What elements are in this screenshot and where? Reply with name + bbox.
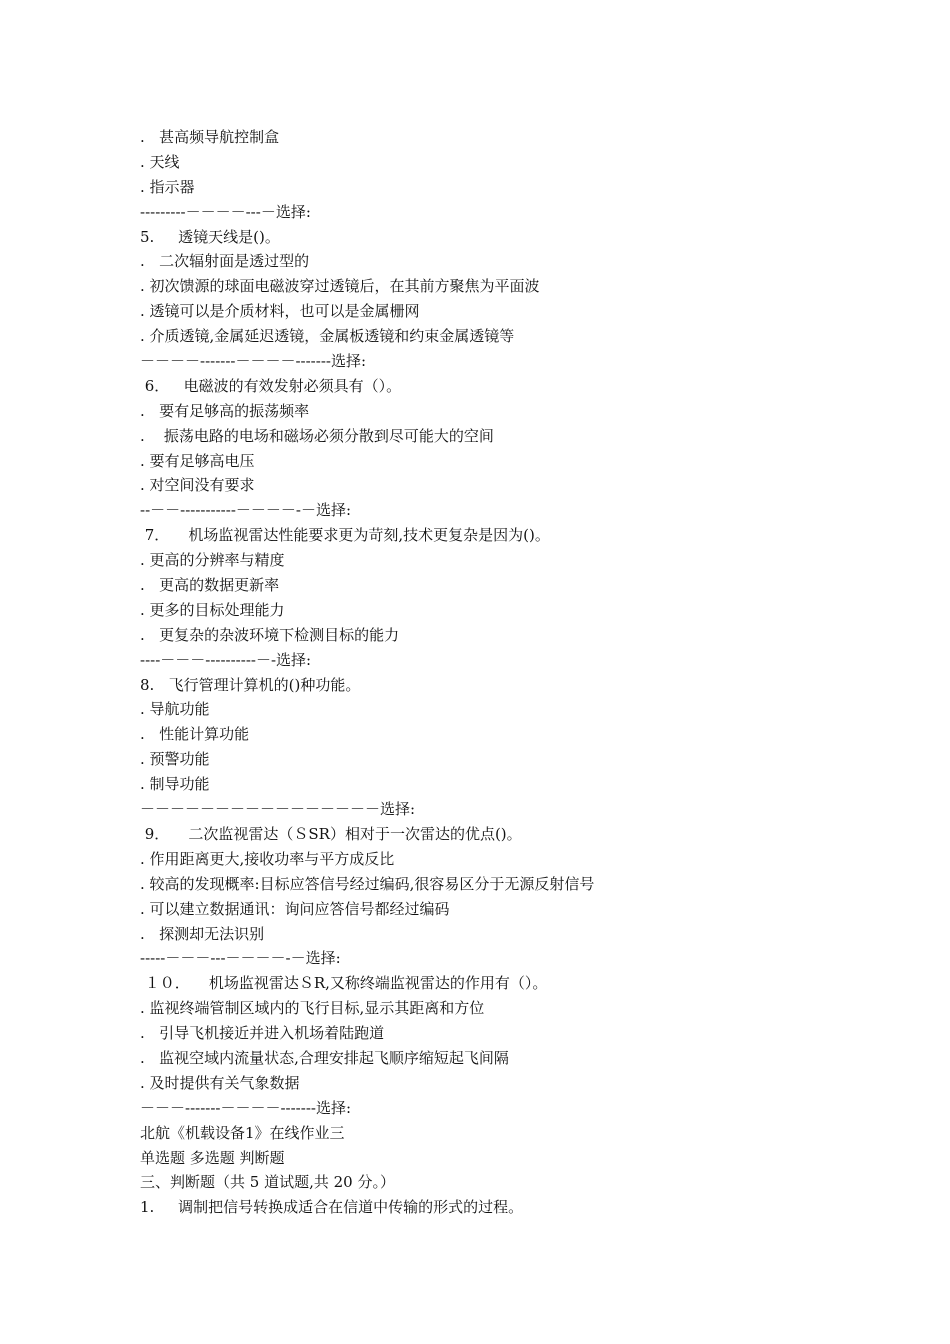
answer-option: . 引导飞机接近并进入机场着陆跑道: [140, 1024, 385, 1043]
answer-option: . 天线: [140, 152, 180, 171]
question-text: 9． 二次监视雷达（ＳSR）相对于一次雷达的优点()。: [140, 824, 522, 843]
section-heading: 北航《机载设备1》在线作业三: [140, 1123, 345, 1142]
answer-option: . 更高的数据更新率: [140, 576, 280, 595]
question-text: 7． 机场监视雷达性能要求更为苛刻,技术更复杂是因为()。: [140, 526, 550, 545]
answer-option: . 监视终端管制区域内的飞行目标,显示其距离和方位: [140, 999, 485, 1018]
answer-option: . 及时提供有关气象数据: [140, 1073, 300, 1092]
answer-separator: ---------－－－－---－选择:: [140, 202, 311, 221]
answer-option: . 二次辐射面是透过型的: [140, 252, 310, 271]
answer-option: . 更高的分辨率与精度: [140, 551, 285, 570]
question-text: 5. 透镜天线是()。: [140, 227, 280, 246]
document-body: [140, 125, 920, 1220]
answer-option: . 要有足够高的振荡频率: [140, 401, 310, 420]
answer-option: . 对空间没有要求: [140, 476, 255, 495]
answer-option: . 更多的目标处理能力: [140, 600, 285, 619]
answer-option: . 作用距离更大,接收功率与平方成反比: [140, 849, 395, 868]
answer-separator: --－－-----------－－－－-－选择:: [140, 501, 352, 520]
answer-option: . 可以建立数据通讯：询问应答信号都经过编码: [140, 899, 450, 918]
question-text: 1. 调制把信号转换成适合在信道中传输的形式的过程。: [140, 1198, 524, 1217]
answer-option: . 透镜可以是介质材料，也可以是金属栅网: [140, 302, 420, 321]
section-heading: 三、判断题（共 5 道试题,共 20 分。）: [140, 1173, 395, 1192]
answer-separator: -----－－－---－－－－-－选择:: [140, 949, 341, 968]
section-heading: 单选题 多选题 判断题: [140, 1148, 285, 1167]
question-text: 6． 电磁波的有效发射必须具有（）。: [140, 376, 402, 395]
answer-option: . 预警功能: [140, 750, 210, 769]
question-text: 8. 飞行管理计算机的()种功能。: [140, 675, 361, 694]
answer-option: . 介质透镜,金属延迟透镜，金属板透镜和约束金属透镜等: [140, 327, 515, 346]
answer-option: . 要有足够高电压: [140, 451, 255, 470]
answer-option: . 初次馈源的球面电磁波穿过透镜后，在其前方聚焦为平面波: [140, 277, 540, 296]
answer-separator: －－－－－－－－－－－－－－－－选择:: [140, 800, 416, 819]
answer-option: . 探测却无法识别: [140, 924, 265, 943]
answer-option: . 较高的发现概率:目标应答信号经过编码,很容易区分于无源反射信号: [140, 874, 595, 893]
answer-option: . 制导功能: [140, 775, 210, 794]
question-text: １０． 机场监视雷达ＳR,又称终端监视雷达的作用有（）。: [140, 974, 548, 993]
answer-option: . 甚高频导航控制盒: [140, 128, 280, 146]
answer-option: . 导航功能: [140, 700, 210, 719]
answer-option: . 监视空域内流量状态,合理安排起飞顺序缩短起飞间隔: [140, 1048, 509, 1067]
answer-option: . 性能计算功能: [140, 725, 250, 744]
answer-separator: －－－－-------－－－－-------选择:: [140, 352, 367, 371]
answer-option: . 指示器: [140, 177, 195, 196]
answer-separator: ----－－－----------－-选择:: [140, 650, 312, 669]
answer-separator: －－－-------－－－－-------选择:: [140, 1098, 352, 1117]
answer-option: . 更复杂的杂波环境下检测目标的能力: [140, 625, 400, 644]
answer-option: . 振荡电路的电场和磁场必须分散到尽可能大的空间: [140, 426, 494, 445]
